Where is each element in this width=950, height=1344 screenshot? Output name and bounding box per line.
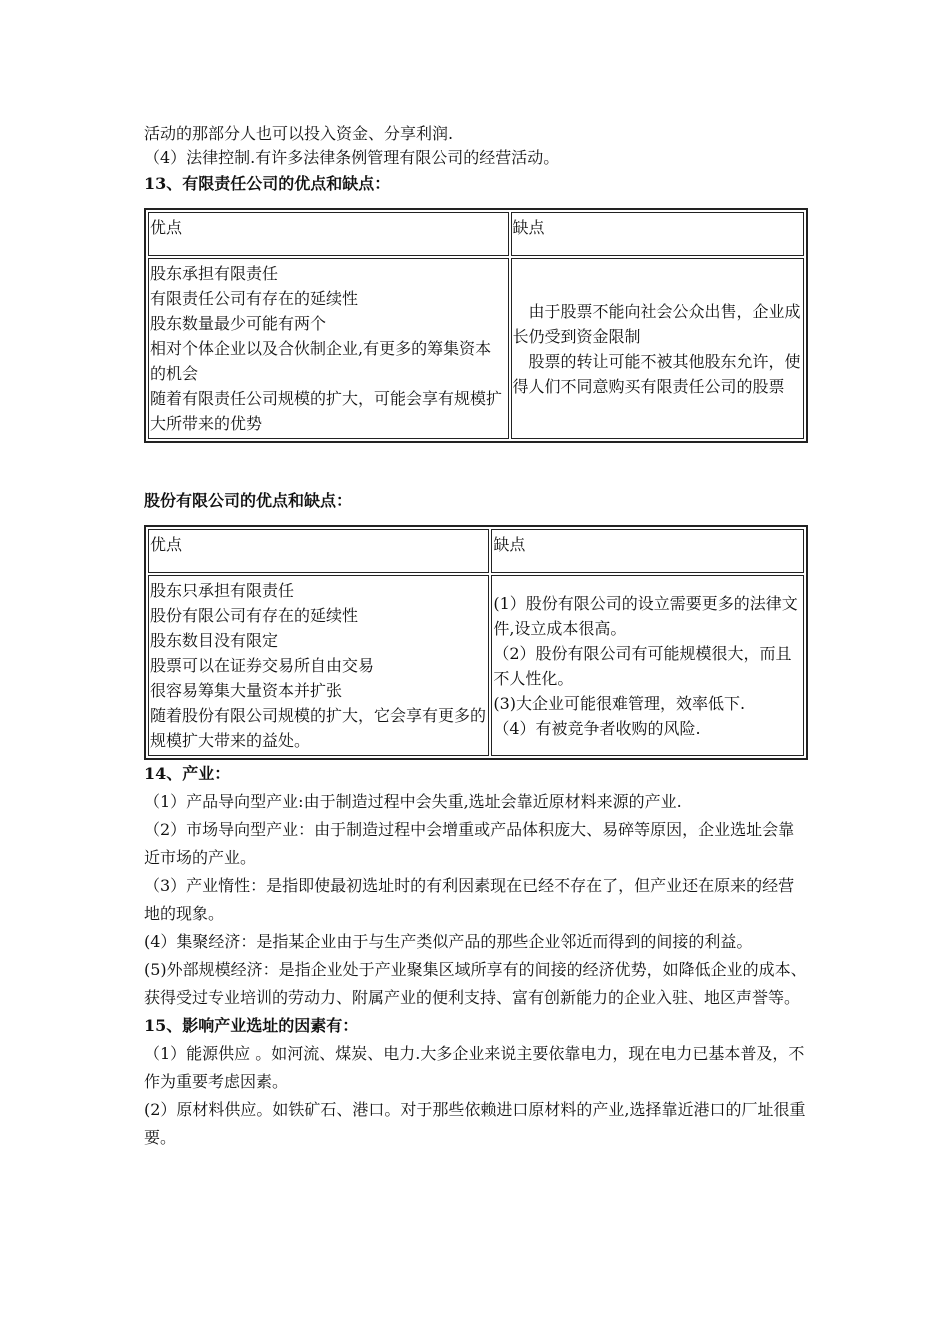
- llc-advantage-item: 随着有限责任公司规模的扩大，可能会享有规模扩大所带来的优势: [150, 389, 503, 433]
- section-14-item: (4）集聚经济：是指某企业由于与生产类似产品的那些企业邻近而得到的间接的利益。: [144, 932, 753, 951]
- jsc-advantage-item: 股东数目没有限定: [150, 631, 279, 650]
- llc-advantage-item: 股东承担有限责任: [150, 264, 279, 283]
- section-13-heading: 13、有限责任公司的优点和缺点：: [144, 174, 391, 193]
- jsc-disadvantage-item: (3)大企业可能很难管理，效率低下.: [493, 693, 746, 713]
- llc-disadvantages-cell: [511, 258, 804, 439]
- section-14-item: （3）产业惰性：是指即使最初选址时的有利因素现在已经不存在了，但产业还在原来的经营地的现象。: [144, 876, 795, 923]
- llc-advantage-item: 有限责任公司有存在的延续性: [150, 289, 359, 308]
- document-page: [144, 122, 809, 1152]
- joint-stock-comparison-table: [144, 525, 808, 760]
- llc-disadvantage-item: 由于股票不能向社会公众出售，企业成长仍受到资金限制: [512, 301, 801, 346]
- jsc-advantage-item: 很容易筹集大量资本并扩张: [150, 681, 343, 700]
- section-15-item: (2）原材料供应。如铁矿石、港口。对于那些依赖进口原材料的产业,选择靠近港口的厂址很重要。: [144, 1100, 806, 1147]
- jsc-advantages-header: 优点: [148, 529, 489, 573]
- jsc-disadvantage-item: （4）有被竞争者收购的风险.: [493, 718, 701, 738]
- jsc-disadvantage-item: （2）股份有限公司有可能规模很大，而且不人性化。: [493, 643, 792, 688]
- section-14-item: （1）产品导向型产业:由于制造过程中会失重,选址会靠近原材料来源的产业.: [144, 792, 682, 811]
- joint-stock-heading: 股份有限公司的优点和缺点：: [144, 491, 353, 510]
- section-14-heading: 14、产业：: [144, 764, 231, 783]
- llc-advantage-item: 相对个体企业以及合伙制企业,有更多的筹集资本的机会: [150, 339, 492, 383]
- jsc-advantages-cell: [148, 575, 489, 756]
- llc-advantage-item: 股东数量最少可能有两个: [150, 314, 327, 333]
- section-15-heading: 15、影响产业选址的因素有：: [144, 1016, 359, 1035]
- section-14-item: （2）市场导向型产业：由于制造过程中会增重或产品体积庞大、易碎等原因，企业选址会靠近市场的产业。: [144, 820, 795, 867]
- section-15-item: （1）能源供应 。如河流、煤炭、电力.大多企业来说主要依靠电力，现在电力已基本普及，不作为重要考虑因素。: [144, 1044, 805, 1091]
- section-14-item: (5)外部规模经济：是指企业处于产业聚集区域所享有的间接的经济优势，如降低企业的成本、获得受过专业培训的劳动力、附属产业的便利支持、富有创新能力的企业入驻、地区声誉等。: [144, 960, 807, 1007]
- jsc-advantage-item: 股份有限公司有存在的延续性: [150, 606, 359, 625]
- llc-disadvantages-header: 缺点: [511, 212, 804, 256]
- jsc-disadvantages-header: 缺点: [491, 529, 804, 573]
- intro-line-1: 活动的那部分人也可以投入资金、分享利润.: [144, 124, 454, 143]
- intro-line-2: （4）法律控制.有许多法律条例管理有限公司的经营活动。: [144, 148, 560, 167]
- jsc-disadvantage-item: (1）股份有限公司的设立需要更多的法律文件,设立成本很高。: [493, 593, 798, 638]
- llc-comparison-table: [144, 208, 808, 443]
- jsc-advantage-item: 随着股份有限公司规模的扩大，它会享有更多的规模扩大带来的益处。: [150, 706, 487, 750]
- llc-advantages-cell: [148, 258, 509, 439]
- jsc-disadvantages-cell: [491, 575, 804, 756]
- jsc-advantage-item: 股东只承担有限责任: [150, 581, 295, 600]
- llc-disadvantage-item: 股票的转让可能不被其他股东允许，使得人们不同意购买有限责任公司的股票: [512, 351, 801, 396]
- jsc-advantage-item: 股票可以在证券交易所自由交易: [150, 656, 375, 675]
- llc-advantages-header: 优点: [148, 212, 509, 256]
